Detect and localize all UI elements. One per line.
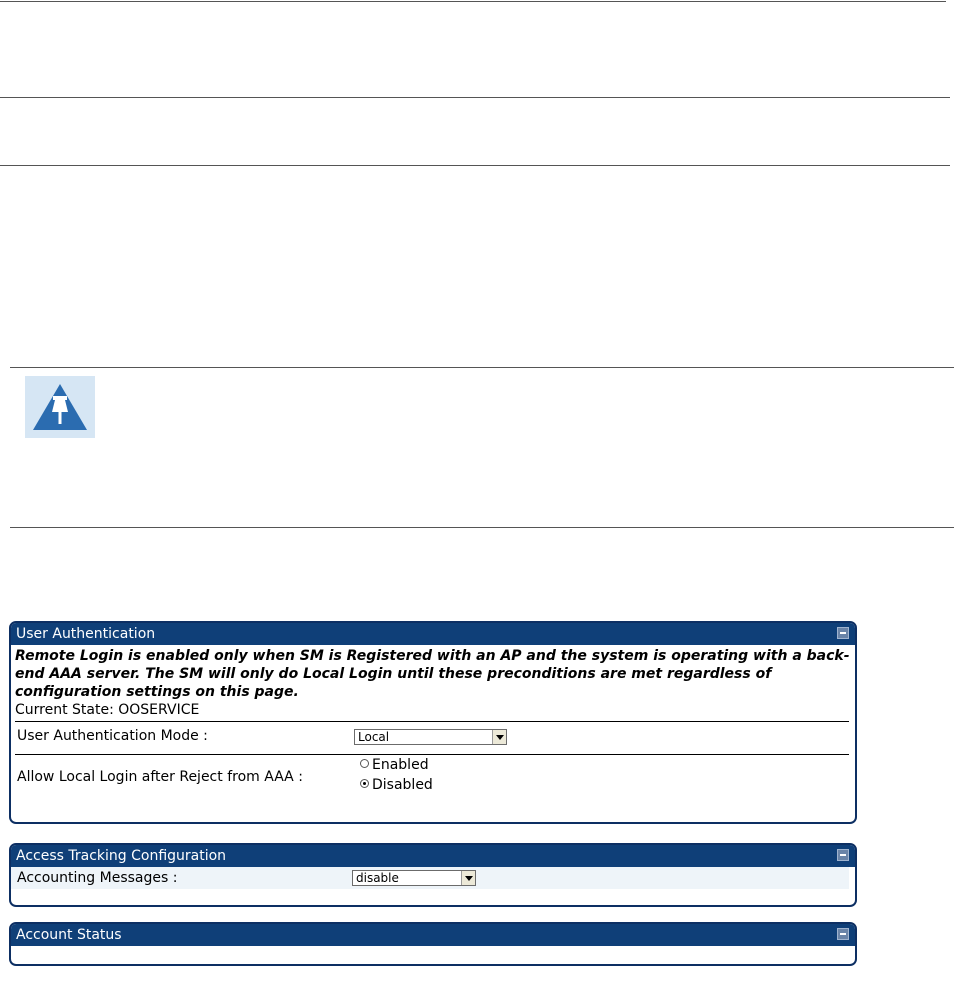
collapse-icon[interactable] (837, 849, 849, 861)
radio-disabled-label: Disabled (372, 777, 433, 793)
accounting-value: disable (356, 871, 399, 885)
accounting-select[interactable] (352, 870, 476, 886)
user-authentication-panel (9, 621, 857, 824)
radio-enabled-control[interactable] (360, 759, 369, 768)
auth-mode-row (15, 721, 849, 754)
allow-local-login-row (15, 754, 849, 797)
radio-disabled-control[interactable] (360, 779, 369, 788)
panel-header (11, 623, 855, 645)
note-divider-bottom (10, 527, 954, 528)
access-tracking-panel (9, 843, 857, 907)
panel-title: Account Status (16, 927, 122, 943)
collapse-icon[interactable] (837, 627, 849, 639)
allow-local-login-label: Allow Local Login after Reject from AAA : (17, 769, 303, 785)
pin-note-icon (25, 376, 95, 438)
current-state: Current State: OOSERVICE (15, 702, 200, 718)
panel-header (11, 924, 855, 946)
chevron-down-icon[interactable] (461, 871, 475, 885)
auth-mode-select[interactable] (354, 729, 507, 745)
radio-enabled[interactable] (360, 757, 429, 773)
panel-header (11, 845, 855, 867)
account-status-panel (9, 922, 857, 966)
accounting-row (11, 867, 849, 889)
divider-3 (0, 165, 950, 166)
divider-2 (0, 97, 950, 98)
remote-login-warning: Remote Login is enabled only when SM is Registered with an AP and the system is operating with a back-end AAA server. The SM will only do Local Login until these preconditions are met regardless of configuration settings on this page. (15, 648, 850, 700)
auth-mode-value: Local (358, 730, 390, 744)
panel-title: Access Tracking Configuration (16, 848, 227, 864)
note-divider-top (10, 367, 954, 368)
radio-enabled-label: Enabled (372, 757, 429, 773)
auth-mode-label: User Authentication Mode : (17, 728, 208, 744)
accounting-label: Accounting Messages : (17, 870, 178, 886)
panel-title: User Authentication (16, 626, 156, 642)
chevron-down-icon[interactable] (492, 730, 506, 744)
radio-disabled[interactable] (360, 777, 433, 793)
collapse-icon[interactable] (837, 928, 849, 940)
divider-top (0, 1, 946, 2)
